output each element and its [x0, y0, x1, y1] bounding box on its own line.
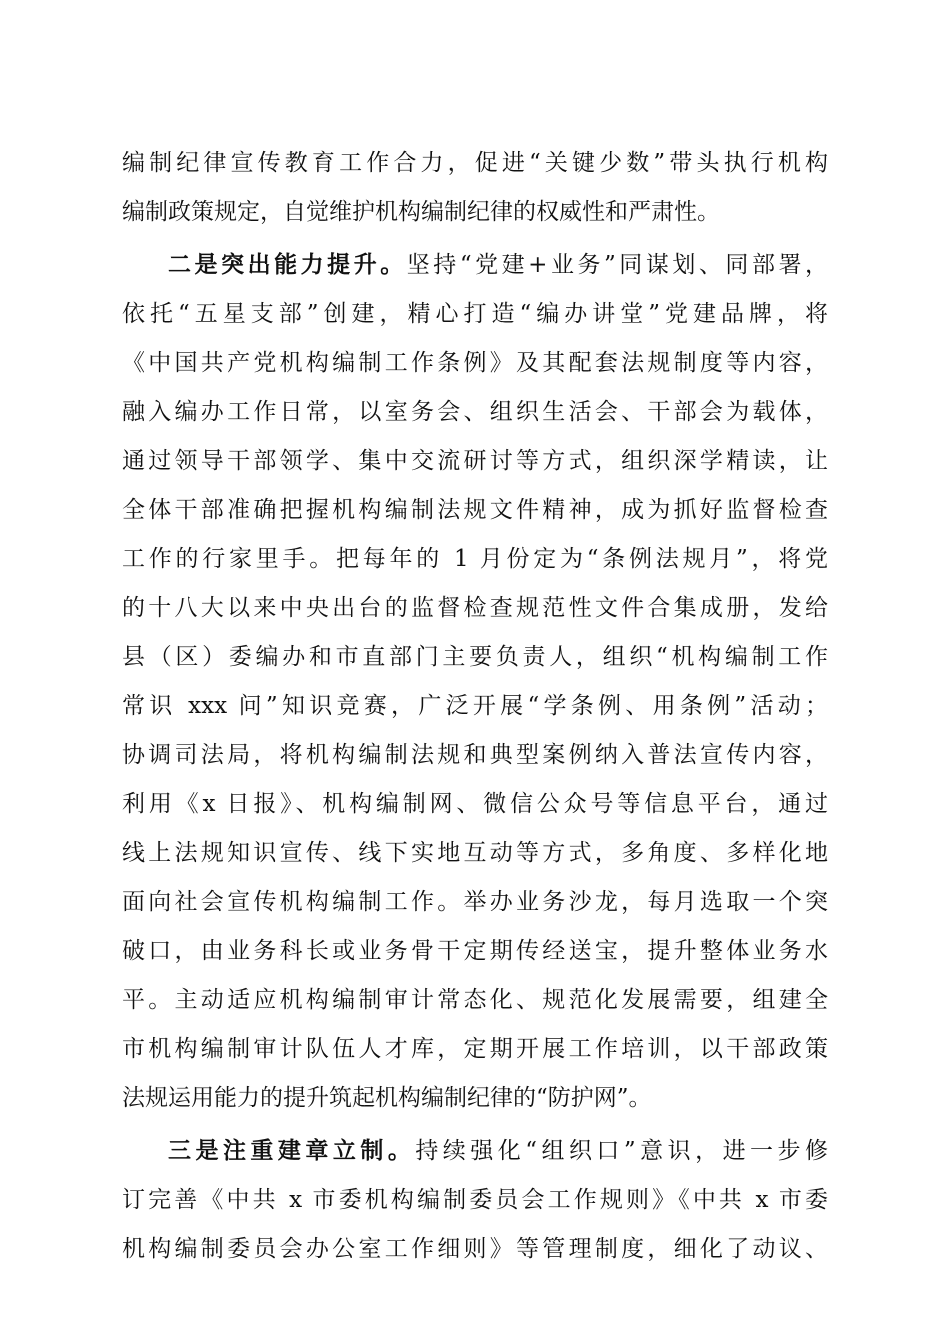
text-line: 市机构编制审计队伍人才库，定期开展工作培训，以干部政策 — [122, 1036, 828, 1062]
text-line: 破口，由业务科长或业务骨干定期传经送宝，提升整体业务水 — [122, 938, 828, 964]
text-line: 依托“五星支部”创建，精心打造“编办讲堂”党建品牌，将 — [122, 301, 828, 327]
text-line: 的十八大以来中央出台的监督检查规范性文件合集成册，发给 — [122, 595, 828, 621]
paragraph-3 — [122, 1127, 828, 1274]
paragraph-1 — [122, 139, 828, 237]
text-line: 通过领导干部领学、集中交流研讨等方式，组织深学精读，让 — [122, 448, 828, 474]
text-line: 融入编办工作日常，以室务会、组织生活会、干部会为载体， — [122, 399, 828, 425]
text-line: 线上法规知识宣传、线下实地互动等方式，多角度、多样化地 — [122, 840, 828, 866]
text-line: 协调司法局，将机构编制法规和典型案例纳入普法宣传内容， — [122, 742, 828, 768]
text-line: 编制政策规定，自觉维护机构编制纪律的权威性和严肃性。 — [122, 199, 720, 225]
text-line: 常识 xxx 问”知识竞赛，广泛开展“学条例、用条例”活动； — [122, 693, 828, 719]
text-line-rest: 持续强化“组织口”意识，进一步修 — [415, 1138, 828, 1164]
text-line-rest: 坚持“党建+业务”同谋划、同部署， — [406, 252, 828, 278]
text-line: 利用《x 日报》、机构编制网、微信公众号等信息平台，通过 — [122, 791, 828, 817]
text-line: 法规运用能力的提升筑起机构编制纪律的“防护网”。 — [122, 1085, 652, 1111]
text-line: 订完善《中共 x 市委机构编制委员会工作规则》《中共 x 市委 — [122, 1187, 828, 1213]
text-line: 平。主动适应机构编制审计常态化、规范化发展需要，组建全 — [122, 987, 828, 1013]
text-line: 面向社会宣传机构编制工作。举办业务沙龙，每月选取一个突 — [122, 889, 828, 915]
text-line: 《中国共产党机构编制工作条例》及其配套法规制度等内容， — [122, 350, 828, 376]
text-line: 编制纪律宣传教育工作合力，促进“关键少数”带头执行机构 — [122, 150, 828, 176]
text-line: 全体干部准确把握机构编制法规文件精神，成为抓好监督检查 — [122, 497, 828, 523]
text-line — [122, 1127, 828, 1176]
document-body — [122, 139, 828, 1274]
paragraph-lead-heading: 二是突出能力提升。 — [168, 252, 407, 278]
text-line: 县（区）委编办和市直部门主要负责人，组织“机构编制工作 — [122, 644, 828, 670]
text-line: 机构编制委员会办公室工作细则》等管理制度，细化了动议、 — [122, 1236, 828, 1262]
paragraph-lead-heading: 三是注重建章立制。 — [168, 1138, 416, 1164]
paragraph-2 — [122, 241, 828, 1123]
text-line — [122, 241, 828, 290]
text-line: 工作的行家里手。把每年的 1 月份定为“条例法规月”，将党 — [122, 546, 828, 572]
